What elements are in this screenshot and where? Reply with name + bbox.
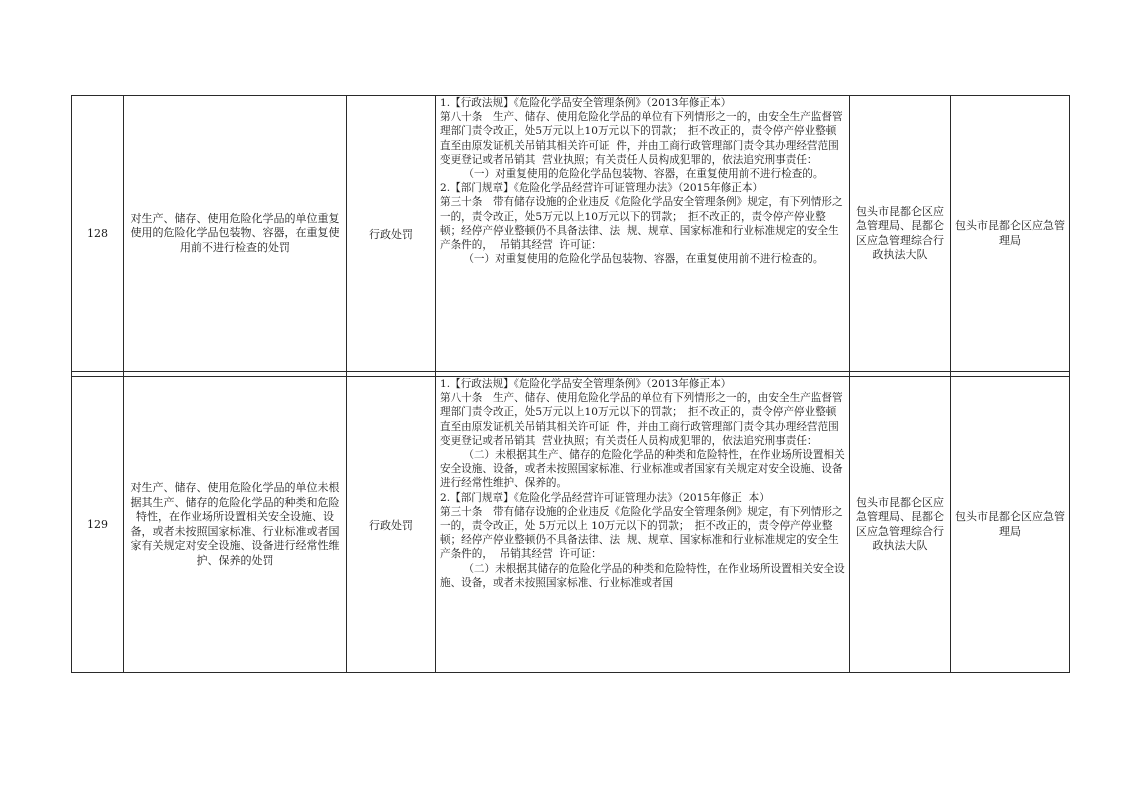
legal-basis-line: 第八十条 生产、储存、使用危险化学品的单位有下列情形之一的，由安全生产监督管理部门责令改正，处5万元以上10万元以下的罚款； 拒不改正的，责令停产停业整顿直至由原发证机关吊销其相关许可证 件，并由工商行政管理部门责令其办理经营范围变更登记或者吊销其 营业执照；有关责任人员构成犯罪的，依法追究刑事责任： [440,111,843,166]
legal-basis-line: 第三十条 带有储存设施的企业违反《危险化学品安全管理条例》规定，有下列情形之一的，责令改正，处 5万元以上 10万元以下的罚款； 拒不改正的，责令停产停业整顿；经停产停业整顿仍不具备法律、法 规、规章、国家标准和行业标准规定的安全生产条件的， 吊销其经营 许可证： [440,505,843,561]
item-number: 128 [72,96,124,372]
responsible-authority: 包头市昆都仑区应急管理局 [951,96,1070,372]
implementing-department: 包头市昆都仑区应急管理局、昆都仑区应急管理综合行政执法大队 [850,377,951,673]
legal-basis-cell [436,377,850,673]
legal-basis-line: 2.【部门规章】《危险化学品经营许可证管理办法》（2015年修正本） [440,182,764,195]
responsible-authority: 包头市昆都仑区应急管理局 [951,377,1070,673]
item-category: 行政处罚 [347,96,436,372]
item-category: 行政处罚 [347,377,436,673]
legal-basis-line: （二）未根据其生产、储存的危险化学品的种类和危险特性，在作业场所设置相关安全设施、设备，或者未按照国家标准、行业标准或者国家有关规定对安全设施、设备进行经常性维护、保养的。 [440,449,845,490]
item-number: 129 [72,377,124,673]
legal-basis-line: 2.【部门规章】《危险化学品经营许可证管理办法》（2015年修正 本） [440,491,770,504]
table-row [72,96,1070,372]
table-row [72,377,1070,673]
item-name: 对生产、储存、使用危险化学品的单位重复使用的危险化学品包装物、容器，在重复使用前不进行检查的处罚 [124,96,347,372]
legal-basis-line: （一）对重复使用的危险化学品包装物、容器，在重复使用前不进行检查的。 [463,253,824,266]
legal-basis-line: 第三十条 带有储存设施的企业违反《危险化学品安全管理条例》规定，有下列情形之一的，责令改正，处5万元以上10万元以下的罚款； 拒不改正的，责令停产停业整顿；经停产停业整顿仍不具备法律、法 规、规章、国家标准和行业标准规定的安全生产条件的， 吊销其经营 许可证： [440,196,843,252]
legal-basis-line: 1.【行政法规】《危险化学品安全管理条例》（2013年修正本） [440,378,732,390]
legal-basis-line: 1.【行政法规】《危险化学品安全管理条例》（2013年修正本） [440,97,732,109]
legal-basis-line: 第八十条 生产、储存、使用危险化学品的单位有下列情形之一的，由安全生产监督管理部门责令改正，处5万元以上10万元以下的罚款； 拒不改正的，责令停产停业整顿直至由原发证机关吊销其相关许可证 件，并由工商行政管理部门责令其办理经营范围变更登记或者吊销其 营业执照；有关责任人员构成犯罪的，依法追究刑事责任： [440,392,843,447]
implementing-department: 包头市昆都仑区应急管理局、昆都仑区应急管理综合行政执法大队 [850,96,951,372]
enforcement-items-table [71,95,1070,673]
legal-basis-line: （一）对重复使用的危险化学品包装物、容器，在重复使用前不进行检查的。 [463,168,824,181]
legal-basis-cell [436,96,850,372]
legal-basis-line: （二）未根据其储存的危险化学品的种类和危险特性，在作业场所设置相关安全设施、设备，或者未按照国家标准、行业标准或者国 [440,562,845,589]
item-name: 对生产、储存、使用危险化学品的单位未根据其生产、储存的危险化学品的种类和危险特性，在作业场所设置相关安全设施、设备，或者未按照国家标准、行业标准或者国家有关规定对安全设施、设备进行经常性维护、保养的处罚 [124,377,347,673]
